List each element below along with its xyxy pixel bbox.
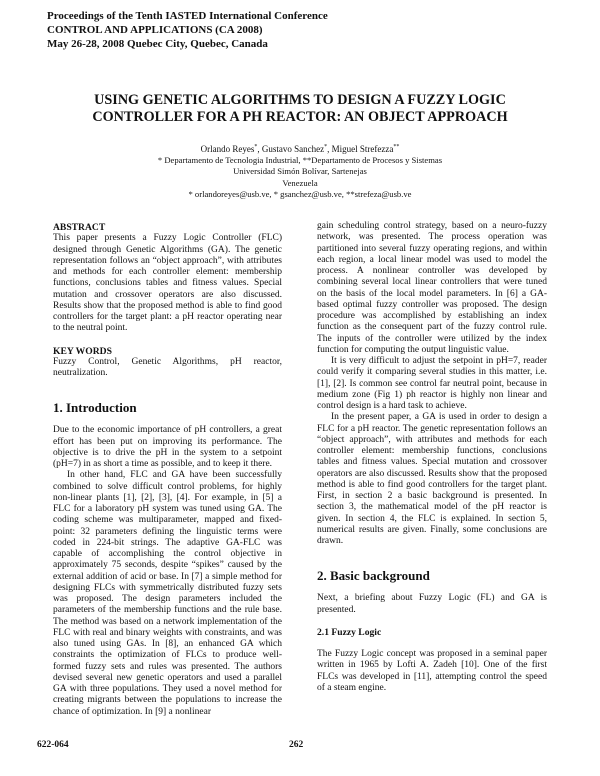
paragraph: Next, a briefing about Fuzzy Logic (FL) and GA is presented. <box>317 593 547 615</box>
paper-title <box>0 92 600 126</box>
affiliation-mark: ** <box>393 144 400 150</box>
abstract-heading: ABSTRACT <box>53 222 106 233</box>
subsection-heading-fuzzy-logic: 2.1 Fuzzy Logic <box>317 626 382 638</box>
paragraph: It is very difficult to adjust the setpoint in pH=7, reader could verify it comparing several studies in this matter, i.e. [1], [2]. Is common see control far neutral point, because in medium zone (Fig 1) ph reactor is highly non linear and control design is a hard task to achieve. <box>317 356 547 411</box>
country: Venezuela <box>282 177 318 188</box>
author-name: , Gustavo Sanchez <box>257 144 325 154</box>
title-line-1: USING GENETIC ALGORITHMS TO DESIGN A FUZZY LOGIC <box>94 92 506 108</box>
conference-date-location: May 26-28, 2008 Quebec City, Quebec, Canada <box>47 38 268 50</box>
paragraph: In other hand, FLC and GA have been successfully combined to solve difficult control problems, for highly non-linear plants [1], [2], [3], [4]. For example, in [5] a FLC for a laboratory pH system was tuned using GA. The coding scheme was multiparameter, mapped and fixed-point: 32 parameters defining the linguistic terms were coded in 224-bit strings. The adaptive GA-FLC was capable of accomplishing the control objective in approximately 75 seconds, despite “spikes” caused by the external addition of acid or base. In [7] a simple method for designing FLCs with symmetrically distributed fuzzy sets was proposed. The design parameters included the parameters of the membership functions and the rule base. The method was based on a network implementation of the FLC with real and binary weights with constraints, and was also tuned using GAs. In [8], an enhanced GA which constraints the optimization of FLCs to produce well-formed fuzzy sets and rules was presented. The authors devised several new genetic operators and used a parallel GA with three populations. They used a novel method for creating migrants between the populations to increase the chance of optimization. In [9] a nonlinear <box>53 470 282 717</box>
conference-name: Proceedings of the Tenth IASTED International Conference <box>47 10 328 22</box>
emails: * orlandoreyes@usb.ve, * gsanchez@usb.ve, **strefeza@usb.ve <box>188 188 412 199</box>
authors <box>0 144 600 155</box>
paragraph: gain scheduling control strategy, based on a neuro-fuzzy network, was presented. The process operation was partitioned into several fuzzy operating regions, and within each region, a local linear model was used to model the process. A nonlinear controller was developed by combining several local linear controllers that were tuned on the basis of the local model parameters. In [6] a GA-based optimal fuzzy controller was proposed. The design procedure was accomplished by establishing an index function as the consequent part of the fuzzy control rule. The inputs of the controller were utilized by the index function for computing the output linguistic value. <box>317 221 547 355</box>
page-number: 262 <box>289 740 304 750</box>
left-column <box>53 222 282 718</box>
university: Universidad Simón Bolívar, Sartenejas <box>233 166 367 177</box>
paper-id: 622-064 <box>37 740 69 750</box>
conference-track: CONTROL AND APPLICATIONS (CA 2008) <box>47 24 263 36</box>
affiliation-mark: * <box>324 144 328 150</box>
right-column <box>317 221 547 694</box>
departments: * Departamento de Tecnologia Industrial, **Departamento de Procesos y Sistemas <box>157 155 443 166</box>
conference-header <box>47 9 328 51</box>
section-heading-introduction: 1. Introduction <box>53 400 137 416</box>
title-line-2: CONTROLLER FOR A PH REACTOR: AN OBJECT APPROACH <box>92 109 508 125</box>
affiliation-mark: * <box>254 144 258 150</box>
paragraph: The Fuzzy Logic concept was proposed in a seminal paper written in 1965 by Lofti A. Zadeh [10]. One of the first FLCs was developed in [11], attempting control the speed of a steam engine. <box>317 649 547 693</box>
author-block <box>0 144 600 200</box>
author-name: Orlando Reyes <box>200 144 255 154</box>
paragraph: In the present paper, a GA is used in order to design a FLC for a pH reactor. The genetic representation follows an “object approach”, with attributes and methods for each controller element: membership functions, conclusions tables and fitness values. Special mutation and crossover operators are also discussed. Results show that the proposed method is able to find good controllers for the target plant. First, in section 2 a basic background is presented. In section 3, the mathematical model of the pH reactor is given. In section 4, the FLC is explained. In section 5, numerical results are given. Finally, some conclusions are drawn. <box>317 412 547 546</box>
keywords-heading: KEY WORDS <box>53 345 112 357</box>
abstract-text: This paper presents a Fuzzy Logic Controller (FLC) designed through Genetic Algorithms (GA). The genetic representation follows an “object approach”, with attributes and methods for each controller element: membership functions, conclusions tables and fitness values. Special mutation and crossover operators are also discussed. Results show that the proposed method is able to find good controllers for the target plant: a pH reactor operating near to the neutral point. <box>53 233 282 334</box>
keywords-text: Fuzzy Control, Genetic Algorithms, pH reactor, neutralization. <box>53 356 282 378</box>
section-heading-basic-background: 2. Basic background <box>317 568 430 584</box>
paragraph: Due to the economic importance of pH controllers, a great effort has been put on improving its performance. The objective is to drive the pH in the system to a setpoint (pH=7) in as short a time as possible, and to keep it there. <box>53 425 282 469</box>
author-name: , Miguel Strefezza <box>327 144 394 154</box>
